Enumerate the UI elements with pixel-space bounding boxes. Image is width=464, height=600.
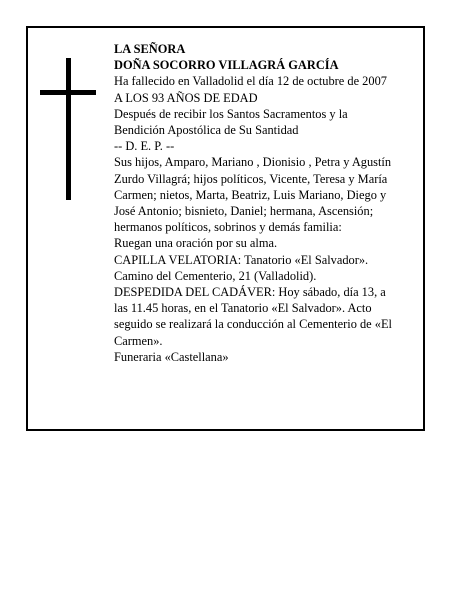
dep-line: -- D. E. P. --	[114, 139, 175, 154]
sacraments-line: Bendición Apostólica de Su Santidad	[114, 123, 299, 138]
family-line: hermanos políticos, sobrinos y demás familia:	[114, 220, 342, 235]
cross-icon	[40, 58, 96, 200]
family-line: Sus hijos, Amparo, Mariano , Dionisio , Petra y Agustín	[114, 155, 392, 170]
deceased-name: DOÑA SOCORRO VILLAGRÁ GARCÍA	[114, 58, 339, 73]
sacraments-paragraph	[114, 106, 424, 138]
prayer-line: Ruegan una oración por su alma.	[114, 236, 278, 251]
chapel-line: Camino del Cementerio, 21 (Valladolid).	[114, 268, 317, 283]
farewell-line: Carmen».	[114, 333, 163, 348]
farewell-paragraph	[114, 284, 424, 349]
obituary-notice	[26, 26, 425, 431]
funeral-home-line: Funeraria «Castellana»	[114, 349, 229, 364]
farewell-line: seguido se realizará la conducción al Cementerio de «El	[114, 317, 392, 332]
farewell-line: las 11.45 horas, en el Tanatorio «El Salvador». Acto	[114, 301, 372, 316]
age-line: A LOS 93 AÑOS DE EDAD	[114, 90, 258, 105]
notice-title: LA SEÑORA	[114, 42, 186, 56]
family-paragraph	[114, 154, 424, 235]
cross-horizontal-bar	[40, 90, 96, 95]
chapel-paragraph	[114, 252, 424, 284]
family-line: Carmen; nietos, Marta, Beatriz, Luis Mariano, Diego y	[114, 187, 387, 202]
farewell-line: DESPEDIDA DEL CADÁVER: Hoy sábado, día 13, a	[114, 285, 386, 300]
chapel-line: CAPILLA VELATORIA: Tanatorio «El Salvador».	[114, 252, 369, 267]
family-line: Zurdo Villagrá; hijos políticos, Vicente, Teresa y María	[114, 171, 388, 186]
sacraments-line: Después de recibir los Santos Sacramentos y la	[114, 106, 348, 121]
notice-text	[114, 41, 424, 365]
death-line: Ha fallecido en Valladolid el día 12 de octubre de 2007	[114, 74, 387, 89]
cross-vertical-bar	[66, 58, 71, 200]
family-line: José Antonio; bisnieto, Daniel; hermana, Ascensión;	[114, 204, 374, 219]
